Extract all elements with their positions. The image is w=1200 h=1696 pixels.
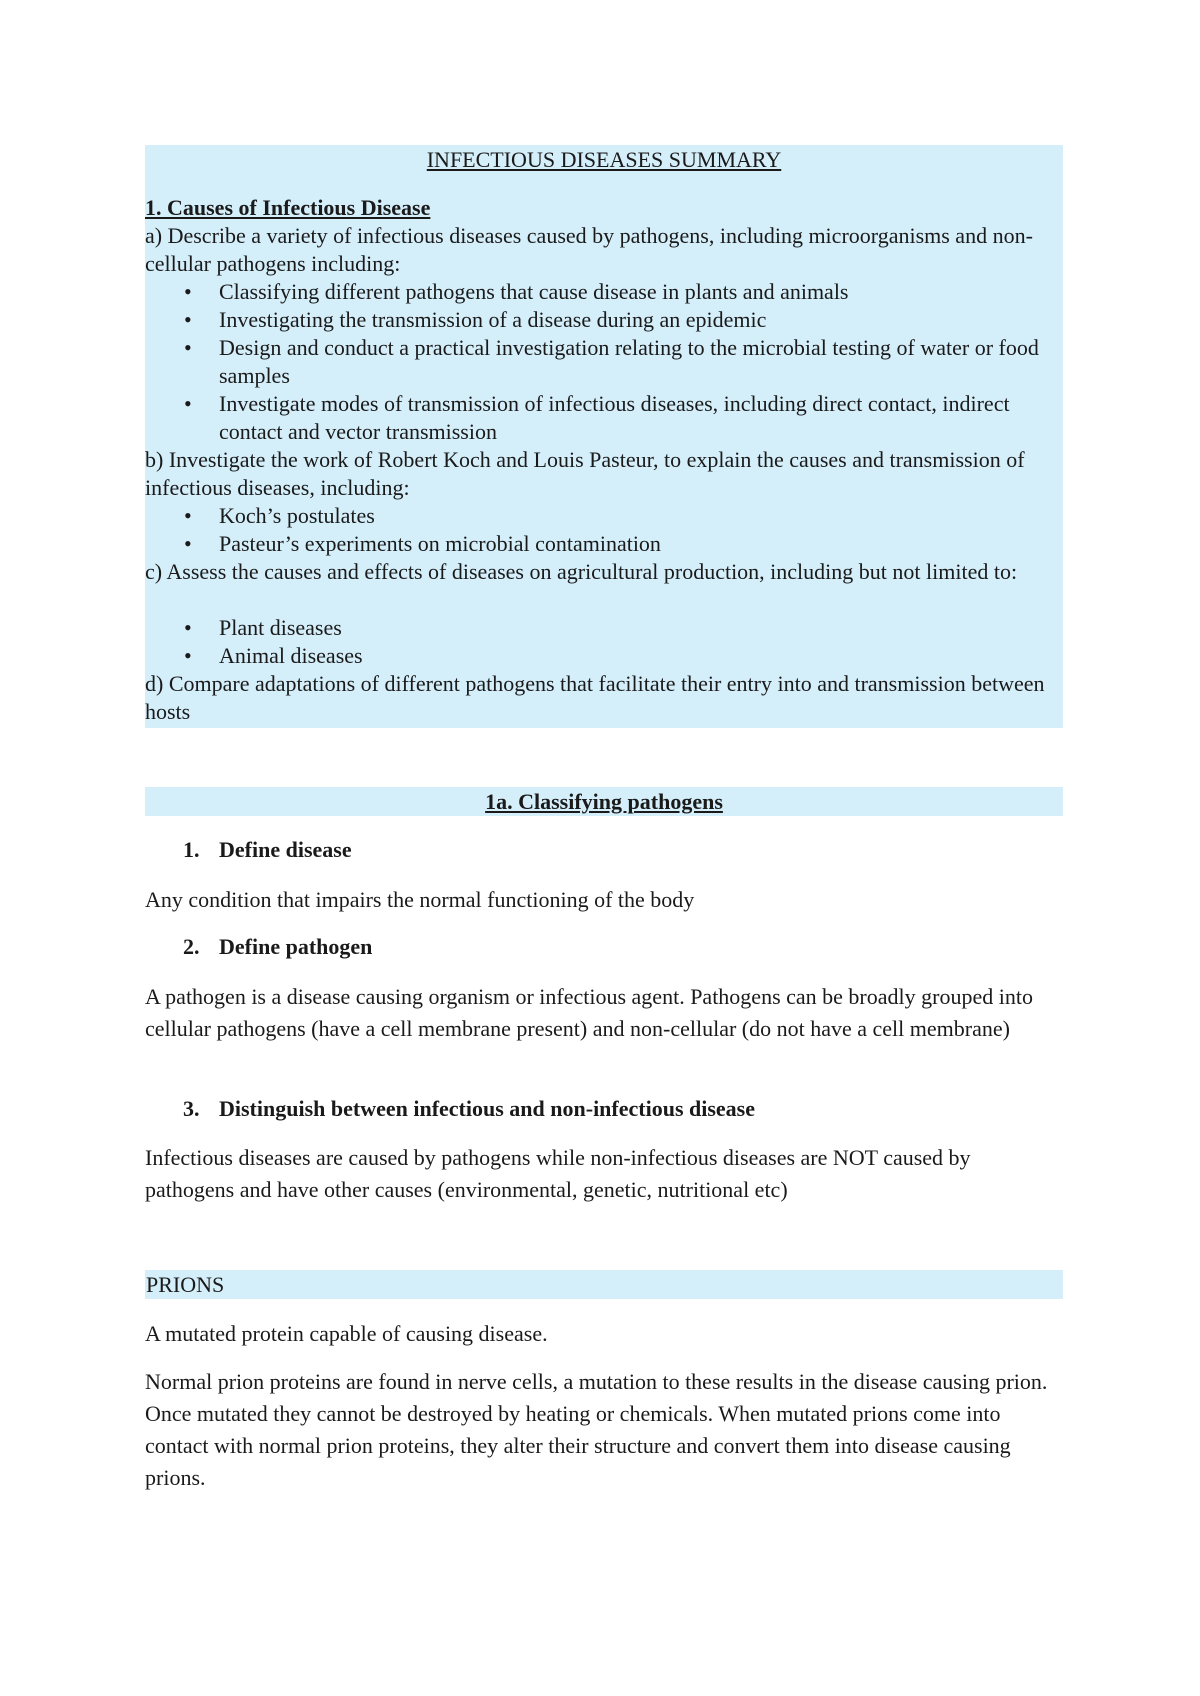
prions-heading: PRIONS (146, 1272, 225, 1297)
answer-3: Infectious diseases are caused by pathogens while non-infectious diseases are NOT caused by pathogens and have other causes (environmental, genetic, nutritional etc) (145, 1145, 971, 1202)
list-item: • Investigate modes of transmission of infectious diseases, including direct contact, indirect contact and vector transmission (184, 391, 1010, 444)
outcome-b-text: b) Investigate the work of Robert Koch and Louis Pasteur, to explain the causes and transmission of infectious diseases, including: (145, 447, 1025, 500)
prions-paragraph-1: A mutated protein capable of causing disease. (145, 1321, 548, 1346)
outcome-a-text: a) Describe a variety of infectious diseases caused by pathogens, including microorganisms and non-cellular pathogens including: (145, 223, 1033, 276)
outcome-c-bullets (180, 614, 1060, 670)
bullet-icon: • (184, 307, 192, 332)
list-item: • Koch’s postulates (184, 503, 375, 528)
list-item: • Animal diseases (184, 643, 363, 668)
list-item: • Design and conduct a practical investigation relating to the microbial testing of water or food samples (184, 335, 1039, 388)
question-2: 2. Define pathogen (183, 934, 373, 959)
bullet-icon: • (184, 503, 192, 528)
outcome-d-text: d) Compare adaptations of different pathogens that facilitate their entry into and transmission between hosts (145, 671, 1045, 724)
summary-title: INFECTIOUS DISEASES SUMMARY (426, 147, 782, 172)
classifying-heading: 1a. Classifying pathogens (485, 789, 723, 814)
outcome-b-bullets (180, 502, 1060, 558)
prions-heading-bar (145, 1270, 1063, 1299)
answer-1: Any condition that impairs the normal functioning of the body (145, 887, 695, 912)
bullet-icon: • (184, 391, 192, 416)
section-heading-causes: 1. Causes of Infectious Disease (145, 195, 431, 220)
list-item: • Classifying different pathogens that cause disease in plants and animals (184, 279, 849, 304)
question-1: 1. Define disease (183, 837, 352, 862)
outcome-a-bullets (180, 278, 1060, 446)
bullet-icon: • (184, 279, 192, 304)
prions-paragraph-2: Normal prion proteins are found in nerve cells, a mutation to these results in the disease causing prion. Once mutated they cannot be destroyed by heating or chemicals. When mutated prions come into contact with normal prion proteins, they alter their structure and convert them into disease causing prions. (145, 1369, 1048, 1490)
bullet-icon: • (184, 335, 192, 360)
list-item: • Pasteur’s experiments on microbial contamination (184, 531, 661, 556)
answer-2: A pathogen is a disease causing organism or infectious agent. Pathogens can be broadly grouped into cellular pathogens (have a cell membrane present) and non-cellular (do not have a cell membrane) (145, 984, 1033, 1041)
bullet-icon: • (184, 643, 192, 668)
list-item: • Plant diseases (184, 615, 342, 640)
question-3: 3. Distinguish between infectious and non-infectious disease (183, 1096, 756, 1121)
list-item: • Investigating the transmission of a disease during an epidemic (184, 307, 767, 332)
bullet-icon: • (184, 531, 192, 556)
bullet-icon: • (184, 615, 192, 640)
outcome-c-text: c) Assess the causes and effects of diseases on agricultural production, including but not limited to: (145, 559, 1018, 584)
